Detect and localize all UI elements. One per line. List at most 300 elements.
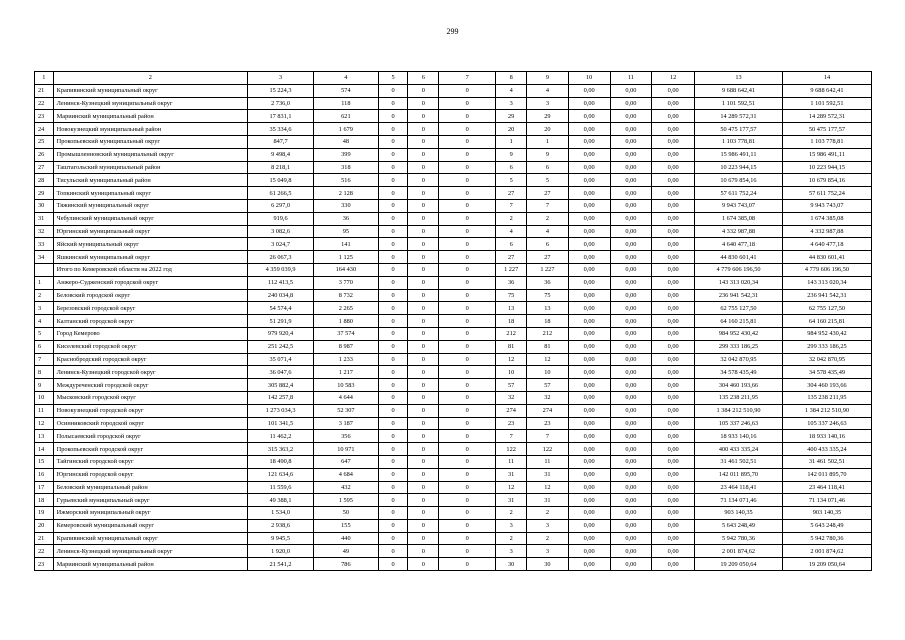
table-row — [35, 263, 872, 276]
table-cell: 0,00 — [610, 123, 652, 136]
table-cell: 0,00 — [652, 263, 695, 276]
table-row — [35, 225, 872, 238]
table-row — [35, 353, 872, 366]
table-cell: 18 — [496, 315, 527, 328]
table-cell: 37 574 — [313, 327, 378, 340]
table-cell: 11 462,2 — [248, 430, 314, 443]
table-cell: 105 337 246,63 — [782, 417, 871, 430]
table-cell: 164 430 — [313, 263, 378, 276]
table-cell: 0,00 — [652, 251, 695, 264]
table-cell: 1 880 — [313, 315, 378, 328]
table-cell: 0,00 — [610, 468, 652, 481]
table-cell: 31 461 502,51 — [782, 455, 871, 468]
table-cell: 8 — [35, 366, 54, 379]
table-cell: 0 — [378, 238, 408, 251]
table-cell: 0 — [439, 187, 496, 200]
table-cell: 0,00 — [568, 481, 610, 494]
table-cell: Новокузнецкий муниципальный район — [53, 123, 247, 136]
table-cell: 786 — [313, 558, 378, 571]
table-cell: 1 674 385,08 — [782, 212, 871, 225]
table-cell: 0,00 — [652, 161, 695, 174]
table-cell: 0,00 — [652, 443, 695, 456]
table-cell: 0 — [408, 238, 439, 251]
table-cell: 142 257,8 — [248, 391, 314, 404]
table-cell: 0,00 — [568, 366, 610, 379]
table-cell: 27 — [35, 161, 54, 174]
table-row — [35, 468, 872, 481]
table-cell: 0,00 — [568, 327, 610, 340]
table-cell: 984 952 430,42 — [782, 327, 871, 340]
table-row — [35, 455, 872, 468]
table-cell: 0,00 — [652, 97, 695, 110]
table-cell: Ленинск-Кузнецкий городской округ — [53, 366, 247, 379]
table-cell: 4 779 606 196,50 — [782, 263, 871, 276]
table-cell: 24 — [35, 123, 54, 136]
table-cell: 36 — [313, 212, 378, 225]
table-cell: 0 — [408, 468, 439, 481]
table-cell: 14 — [35, 443, 54, 456]
table-cell: 0,00 — [610, 532, 652, 545]
table-cell: 2 736,0 — [248, 97, 314, 110]
table-cell: 112 413,5 — [248, 276, 314, 289]
table-cell: 0,00 — [568, 443, 610, 456]
table-cell: 135 238 211,95 — [695, 391, 783, 404]
table-row — [35, 123, 872, 136]
table-cell: 0,00 — [652, 327, 695, 340]
table-cell: 0,00 — [610, 161, 652, 174]
table-cell: 0 — [439, 379, 496, 392]
table-cell: 23 — [527, 417, 569, 430]
table-cell: 64 160 215,81 — [695, 315, 783, 328]
table-cell: 0 — [439, 315, 496, 328]
table-cell: 0 — [378, 315, 408, 328]
table-cell: 0,00 — [652, 135, 695, 148]
table-row — [35, 327, 872, 340]
table-cell: 1 103 778,81 — [695, 135, 783, 148]
header-cell: 9 — [527, 72, 569, 85]
table-cell: 0,00 — [568, 199, 610, 212]
table-cell: 0,00 — [610, 84, 652, 97]
table-cell: Крапивинский муниципальный округ — [53, 532, 247, 545]
table-cell: 0 — [378, 519, 408, 532]
table-cell: 0 — [408, 430, 439, 443]
table-cell: 0,00 — [610, 110, 652, 123]
table-cell: 7 — [527, 430, 569, 443]
table-cell: 0 — [439, 289, 496, 302]
table-cell: 0,00 — [652, 558, 695, 571]
table-cell: 11 — [527, 455, 569, 468]
table-cell: 4 332 987,88 — [782, 225, 871, 238]
table-cell: 75 — [496, 289, 527, 302]
table-cell: 15 — [35, 455, 54, 468]
table-cell: 0,00 — [652, 494, 695, 507]
table-cell: 0,00 — [652, 302, 695, 315]
table-cell: 0,00 — [652, 212, 695, 225]
table-cell: Кемеровский муниципальный округ — [53, 519, 247, 532]
table-cell: 3 — [35, 302, 54, 315]
table-cell: 0,00 — [652, 545, 695, 558]
table-cell: 0,00 — [610, 545, 652, 558]
table-cell: 0,00 — [652, 353, 695, 366]
table-cell: 0 — [408, 225, 439, 238]
table-cell: 13 — [35, 430, 54, 443]
header-cell: 10 — [568, 72, 610, 85]
table-cell: 0,00 — [568, 404, 610, 417]
table-cell: 64 160 215,81 — [782, 315, 871, 328]
table-cell: 2 — [527, 212, 569, 225]
table-cell: 0 — [408, 519, 439, 532]
table-cell: 0 — [408, 251, 439, 264]
table-cell: 903 140,35 — [695, 507, 783, 520]
table-cell: Мысковский городской округ — [53, 391, 247, 404]
table-cell: 0,00 — [652, 391, 695, 404]
table-cell: 31 — [496, 468, 527, 481]
table-cell: 0,00 — [652, 123, 695, 136]
table-cell: 0,00 — [568, 212, 610, 225]
table-cell: 0,00 — [652, 276, 695, 289]
table-cell: 121 634,6 — [248, 468, 314, 481]
table-cell: 0,00 — [610, 97, 652, 110]
table-cell: Калтанский городской округ — [53, 315, 247, 328]
table-cell: 27 — [496, 187, 527, 200]
table-cell: 356 — [313, 430, 378, 443]
table-cell: 0 — [408, 135, 439, 148]
table-cell: 20 — [35, 519, 54, 532]
table-cell: 9 498,4 — [248, 148, 314, 161]
table-cell: 0,00 — [610, 430, 652, 443]
table-cell: Промышленновский муниципальный округ — [53, 148, 247, 161]
table-cell: 8 987 — [313, 340, 378, 353]
table-cell: 0 — [378, 366, 408, 379]
table-cell: 304 460 193,66 — [782, 379, 871, 392]
table-cell: 0,00 — [568, 110, 610, 123]
table-cell: 32 — [527, 391, 569, 404]
table-cell: 6 — [527, 161, 569, 174]
table-cell: 143 313 020,34 — [782, 276, 871, 289]
table-row — [35, 174, 872, 187]
table-cell: Яшкинский муниципальный округ — [53, 251, 247, 264]
table-cell: 15 049,8 — [248, 174, 314, 187]
table-cell: 1 — [496, 135, 527, 148]
table-cell: 118 — [313, 97, 378, 110]
table-cell: 13 — [527, 302, 569, 315]
table-cell: 1 — [527, 135, 569, 148]
table-cell: Полысаевский городской округ — [53, 430, 247, 443]
table-cell: 10 679 854,16 — [695, 174, 783, 187]
table-cell: 574 — [313, 84, 378, 97]
data-table — [34, 71, 872, 571]
table-cell: 0,00 — [568, 97, 610, 110]
table-cell: 1 384 212 510,90 — [695, 404, 783, 417]
table-cell: 32 042 870,95 — [695, 353, 783, 366]
table-cell: 5 643 248,49 — [782, 519, 871, 532]
table-cell: 0 — [439, 494, 496, 507]
table-cell: 3 187 — [313, 417, 378, 430]
table-cell: 0,00 — [568, 545, 610, 558]
table-cell: 1 101 592,51 — [782, 97, 871, 110]
table-cell: 81 — [527, 340, 569, 353]
table-cell: Прокопьевский муниципальный округ — [53, 135, 247, 148]
table-cell: 22 — [35, 545, 54, 558]
table-cell: 5 — [35, 327, 54, 340]
table-cell: 34 578 435,49 — [695, 366, 783, 379]
table-cell: 7 — [527, 199, 569, 212]
table-cell: 236 941 542,31 — [695, 289, 783, 302]
table-row — [35, 135, 872, 148]
table-cell: 0 — [439, 443, 496, 456]
table-cell: 0,00 — [610, 404, 652, 417]
table-cell: Беловский городской округ — [53, 289, 247, 302]
header-cell: 14 — [782, 72, 871, 85]
table-cell: 0,00 — [568, 251, 610, 264]
table-cell: 0 — [439, 225, 496, 238]
table-cell: 36 — [527, 276, 569, 289]
table-cell: 35 334,6 — [248, 123, 314, 136]
table-header — [35, 72, 872, 85]
table-cell: 0 — [408, 289, 439, 302]
table-cell: 57 611 752,24 — [782, 187, 871, 200]
table-row — [35, 558, 872, 571]
table-cell: 0,00 — [652, 110, 695, 123]
table-cell: 10 — [35, 391, 54, 404]
table-cell: 23 — [35, 558, 54, 571]
table-cell: 0 — [439, 199, 496, 212]
table-cell: 23 — [496, 417, 527, 430]
table-cell: 10 679 854,16 — [782, 174, 871, 187]
table-row — [35, 443, 872, 456]
table-cell: 2 001 874,62 — [695, 545, 783, 558]
table-cell: 0,00 — [652, 225, 695, 238]
table-cell: Междуреченский городской округ — [53, 379, 247, 392]
table-cell: 0 — [408, 545, 439, 558]
table-cell: 0,00 — [610, 315, 652, 328]
table-cell: Прокопьевский городской округ — [53, 443, 247, 456]
table-cell: 0,00 — [568, 84, 610, 97]
table-cell: 9 943 743,07 — [782, 199, 871, 212]
table-cell: 7 — [496, 199, 527, 212]
table-cell: 0 — [439, 455, 496, 468]
table-cell: Березовский городской округ — [53, 302, 247, 315]
table-cell: 6 — [496, 161, 527, 174]
table-cell: 4 — [35, 315, 54, 328]
table-row — [35, 404, 872, 417]
table-cell: 3 — [527, 545, 569, 558]
table-cell: 0 — [439, 251, 496, 264]
table-cell: 0,00 — [610, 238, 652, 251]
table-cell: 1 674 385,08 — [695, 212, 783, 225]
table-cell: 4 — [496, 225, 527, 238]
table-row — [35, 519, 872, 532]
table-cell: 0,00 — [610, 494, 652, 507]
table-cell: 0,00 — [610, 276, 652, 289]
table-cell: 212 — [527, 327, 569, 340]
table-cell: 903 140,35 — [782, 507, 871, 520]
table-row — [35, 494, 872, 507]
table-cell: 141 — [313, 238, 378, 251]
table-row — [35, 391, 872, 404]
table-cell: 142 011 895,70 — [695, 468, 783, 481]
table-cell: 0,00 — [652, 379, 695, 392]
header-cell: 4 — [313, 72, 378, 85]
header-cell: 13 — [695, 72, 783, 85]
table-cell: 0,00 — [652, 417, 695, 430]
table-cell: 135 238 211,95 — [782, 391, 871, 404]
table-cell: 32 042 870,95 — [782, 353, 871, 366]
table-cell: 51 291,9 — [248, 315, 314, 328]
table-cell: Анжеро-Судженский городской округ — [53, 276, 247, 289]
table-cell: 71 134 071,46 — [695, 494, 783, 507]
table-cell: 2 — [496, 532, 527, 545]
table-cell: 0,00 — [568, 315, 610, 328]
table-cell: 0 — [408, 212, 439, 225]
table-cell: Тисульский муниципальный район — [53, 174, 247, 187]
table-cell: 0,00 — [652, 468, 695, 481]
table-cell: 0 — [408, 148, 439, 161]
table-cell: 0 — [439, 558, 496, 571]
table-cell: 9 — [35, 379, 54, 392]
table-cell: 1 217 — [313, 366, 378, 379]
table-cell: 9 945,5 — [248, 532, 314, 545]
table-cell: 10 583 — [313, 379, 378, 392]
table-cell: Крапивинский муниципальный округ — [53, 84, 247, 97]
table-cell: 0,00 — [568, 123, 610, 136]
table-cell: 0 — [378, 263, 408, 276]
table-cell: 0 — [378, 199, 408, 212]
table-cell: 0 — [408, 507, 439, 520]
table-cell: 0 — [408, 199, 439, 212]
table-cell: 155 — [313, 519, 378, 532]
table-cell: 0 — [439, 532, 496, 545]
table-cell: 2 — [35, 289, 54, 302]
table-cell: 48 — [313, 135, 378, 148]
table-cell: 0 — [408, 110, 439, 123]
table-cell: 12 — [496, 481, 527, 494]
table-cell: 0 — [378, 97, 408, 110]
table-cell: 0,00 — [610, 417, 652, 430]
table-row — [35, 110, 872, 123]
header-cell: 3 — [248, 72, 314, 85]
table-cell: 4 779 606 196,50 — [695, 263, 783, 276]
table-cell: 0 — [378, 340, 408, 353]
table-cell: 11 — [496, 455, 527, 468]
table-row — [35, 238, 872, 251]
table-cell: 27 — [496, 251, 527, 264]
table-cell: 5 — [496, 174, 527, 187]
table-cell: 0,00 — [610, 327, 652, 340]
table-cell: 6 — [35, 340, 54, 353]
table-cell: 0 — [378, 174, 408, 187]
table-cell: 4 644 — [313, 391, 378, 404]
table-cell: 36 — [496, 276, 527, 289]
table-cell: Ленинск-Кузнецкий муниципальный округ — [53, 545, 247, 558]
table-cell: 44 830 601,41 — [782, 251, 871, 264]
table-cell: 0,00 — [610, 135, 652, 148]
table-cell: 75 — [527, 289, 569, 302]
table-row — [35, 187, 872, 200]
table-row — [35, 161, 872, 174]
table-cell: 25 — [35, 135, 54, 148]
table-cell: 21 — [35, 84, 54, 97]
table-cell: 1 273 034,3 — [248, 404, 314, 417]
table-cell: 0 — [378, 187, 408, 200]
table-cell: 10 223 944,15 — [695, 161, 783, 174]
table-cell: 13 — [496, 302, 527, 315]
table-cell: 0 — [378, 84, 408, 97]
table-cell: 0 — [378, 391, 408, 404]
table-cell: 0 — [378, 123, 408, 136]
table-cell: 251 242,5 — [248, 340, 314, 353]
table-cell: 18 — [527, 315, 569, 328]
table-cell: 44 830 601,41 — [695, 251, 783, 264]
table-cell: 299 333 186,25 — [695, 340, 783, 353]
table-cell: 0 — [378, 353, 408, 366]
table-cell: 0 — [439, 123, 496, 136]
table-cell: 919,6 — [248, 212, 314, 225]
table-cell: 399 — [313, 148, 378, 161]
table-body — [35, 84, 872, 570]
table-cell: 0 — [439, 519, 496, 532]
table-cell: 5 643 248,49 — [695, 519, 783, 532]
table-cell: 0 — [439, 340, 496, 353]
table-cell: 8 218,1 — [248, 161, 314, 174]
table-cell: 31 — [35, 212, 54, 225]
table-cell: 5 942 780,36 — [695, 532, 783, 545]
table-cell: 9 688 642,41 — [782, 84, 871, 97]
table-cell: 35 071,4 — [248, 353, 314, 366]
table-cell: 0,00 — [652, 84, 695, 97]
table-cell: Мариинский муниципальный район — [53, 558, 247, 571]
table-cell: 0 — [378, 302, 408, 315]
header-row — [35, 72, 872, 85]
table-cell: Топкинский муниципальный округ — [53, 187, 247, 200]
table-cell: Осинниковский городской округ — [53, 417, 247, 430]
table-cell: 105 337 246,63 — [695, 417, 783, 430]
table-cell: 0 — [439, 238, 496, 251]
table-cell: 101 341,5 — [248, 417, 314, 430]
table-cell: 400 433 335,24 — [695, 443, 783, 456]
table-cell: 15 224,3 — [248, 84, 314, 97]
table-cell: 0 — [439, 263, 496, 276]
table-cell: 0 — [408, 481, 439, 494]
table-cell: 0 — [378, 430, 408, 443]
table-cell: 1 595 — [313, 494, 378, 507]
table-cell: 0,00 — [610, 302, 652, 315]
table-cell: 17 — [35, 481, 54, 494]
table-cell: 0 — [408, 187, 439, 200]
table-cell: 14 289 572,31 — [695, 110, 783, 123]
table-cell: 4 332 987,88 — [695, 225, 783, 238]
table-cell: 330 — [313, 199, 378, 212]
table-cell: 0,00 — [652, 481, 695, 494]
table-cell: 0 — [408, 443, 439, 456]
table-cell: 0,00 — [568, 302, 610, 315]
table-cell: 5 942 780,36 — [782, 532, 871, 545]
table-cell: 0 — [378, 417, 408, 430]
table-cell: 62 755 127,50 — [782, 302, 871, 315]
table-cell: 0,00 — [652, 532, 695, 545]
table-cell: 9 — [527, 148, 569, 161]
table-cell: 11 559,6 — [248, 481, 314, 494]
table-cell: 0,00 — [568, 558, 610, 571]
table-cell: 15 986 491,11 — [695, 148, 783, 161]
table-cell: Киселевский городской округ — [53, 340, 247, 353]
table-cell: 9 943 743,07 — [695, 199, 783, 212]
table-cell: 0,00 — [568, 289, 610, 302]
table-cell: 29 — [527, 110, 569, 123]
header-cell: 6 — [408, 72, 439, 85]
table-cell — [35, 263, 54, 276]
table-cell: 95 — [313, 225, 378, 238]
